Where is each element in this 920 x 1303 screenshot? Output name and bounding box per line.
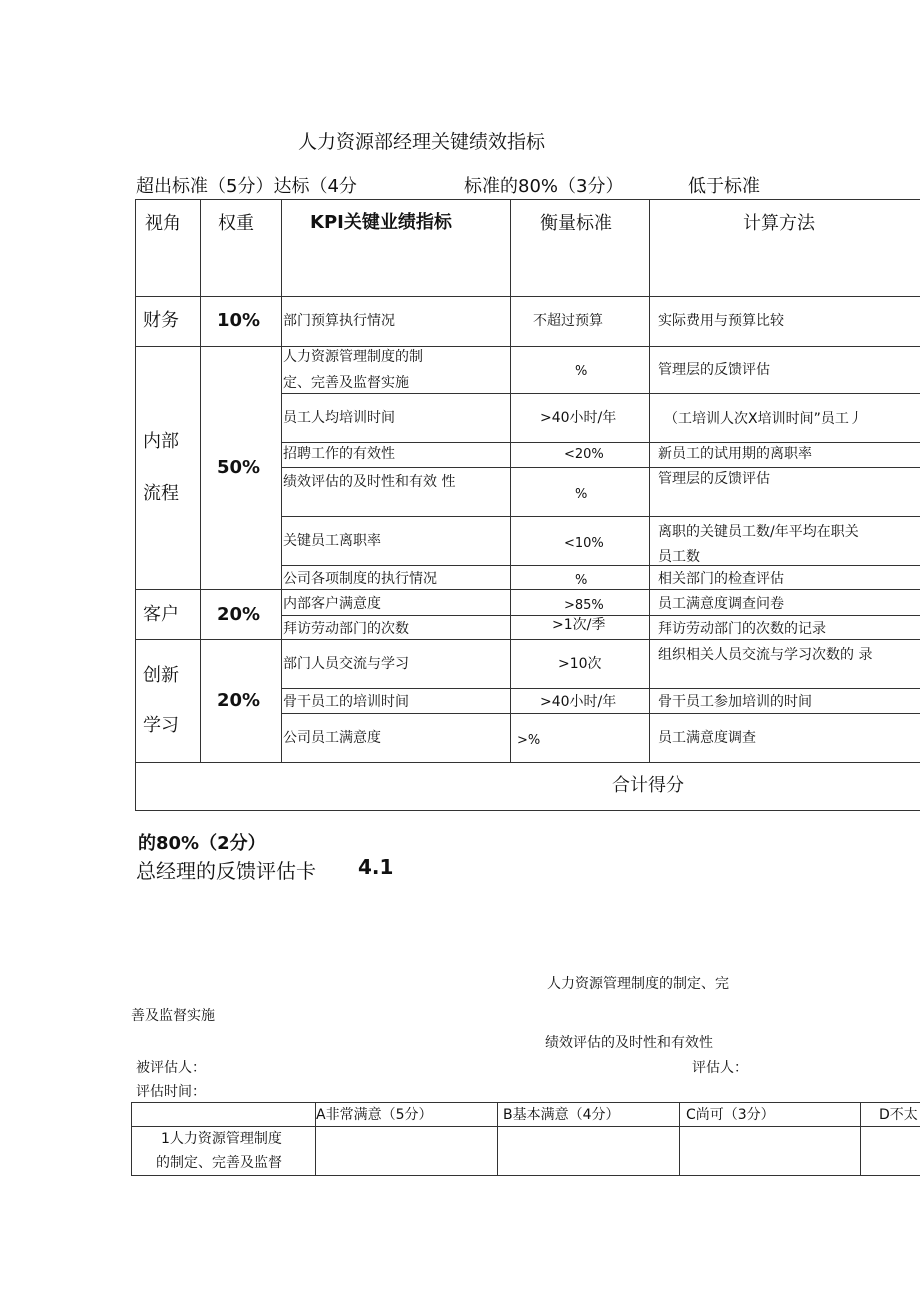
standard-80-2: 的80%（2分） xyxy=(138,833,266,854)
indicator-core-training: 骨干员工的培训时间 xyxy=(283,694,409,710)
card-number: 4.1 xyxy=(358,855,394,879)
standard-exceed: 超出标准（5分）达标（4分 xyxy=(136,176,357,197)
evaluator-label: 评估人： xyxy=(692,1060,748,1076)
header-weight: 权重 xyxy=(218,213,254,234)
weight-process: 50% xyxy=(217,457,261,478)
column-a: A非常满意（5分） xyxy=(316,1107,433,1123)
method-policy-exec: 相关部门的检查评估 xyxy=(658,571,784,587)
weight-customer: 20% xyxy=(217,604,261,625)
method-key-turnover-l2: 员工数 xyxy=(658,549,700,565)
card-item-b: 绩效评估的及时性和有效性 xyxy=(545,1035,713,1051)
column-b: B基本满意（4分） xyxy=(503,1107,620,1123)
page-title: 人力资源部经理关键绩效指标 xyxy=(298,131,546,153)
measure-budget: 不超过预算 xyxy=(533,313,603,329)
indicator-hr-system-l2: 定、完善及监督实施 xyxy=(283,375,409,391)
indicator-labor-visits: 拜访劳动部门的次数 xyxy=(283,621,409,637)
perspective-process-l1: 内部 xyxy=(143,431,179,452)
indicator-key-turnover: 关键员工离职率 xyxy=(283,533,381,549)
card-row-1-l2: 的制定、完善及监督 xyxy=(156,1155,282,1171)
standard-80: 标准的80%（3分） xyxy=(464,176,624,197)
evaluatee-label: 被评估人： xyxy=(136,1060,206,1076)
method-internal-satisfaction: 员工满意度调查问卷 xyxy=(658,596,784,612)
method-core-training: 骨干员工参加培训的时间 xyxy=(658,694,812,710)
measure-hr-system: % xyxy=(575,364,588,379)
method-training-hours: （工培训人次X培训时间”员工丿 xyxy=(664,411,863,427)
weight-finance: 10% xyxy=(217,310,261,331)
measure-recruitment: <20% xyxy=(564,447,604,462)
indicator-training-hours: 员工人均培训时间 xyxy=(283,410,395,426)
indicator-policy-exec: 公司各项制度的执行情况 xyxy=(283,571,437,587)
measure-internal-satisfaction: >85% xyxy=(564,598,604,613)
measure-performance-eval: % xyxy=(575,487,588,502)
method-recruitment: 新员工的试用期的离职率 xyxy=(658,446,812,462)
column-c: C尚可（3分） xyxy=(686,1107,775,1123)
measure-employee-satisfaction: >% xyxy=(517,733,541,748)
measure-labor-visits: >1次/季 xyxy=(552,617,606,633)
measure-staff-exchange: >10次 xyxy=(558,656,602,672)
method-hr-system: 管理层的反馈评估 xyxy=(658,362,770,378)
indicator-internal-satisfaction: 内部客户满意度 xyxy=(283,596,381,612)
indicator-staff-exchange: 部门人员交流与学习 xyxy=(283,656,409,672)
measure-policy-exec: % xyxy=(575,573,588,588)
perspective-innovation-l2: 学习 xyxy=(143,715,179,736)
measure-core-training: >40小时/年 xyxy=(540,694,617,710)
perspective-process-l2: 流程 xyxy=(143,483,179,504)
standard-below: 低于标准 xyxy=(688,176,760,197)
card-item-a: 人力资源管理制度的制定、完 xyxy=(547,976,729,992)
card-item-a-cont: 善及监督实施 xyxy=(131,1008,215,1024)
eval-time-label: 评估时间： xyxy=(136,1084,206,1100)
indicator-budget: 部门预算执行情况 xyxy=(283,313,395,329)
method-employee-satisfaction: 员工满意度调查 xyxy=(658,730,756,746)
perspective-innovation-l1: 创新 xyxy=(143,665,179,686)
indicator-recruitment: 招聘工作的有效性 xyxy=(283,446,395,462)
indicator-performance-eval: 绩效评估的及时性和有效 性 xyxy=(283,474,456,490)
card-row-1-l1: 1人力资源管理制度 xyxy=(161,1131,282,1147)
header-perspective: 视角 xyxy=(145,213,181,234)
weight-innovation: 20% xyxy=(217,690,261,711)
method-staff-exchange: 组织相关人员交流与学习次数的 录 xyxy=(658,647,873,663)
indicator-employee-satisfaction: 公司员工满意度 xyxy=(283,730,381,746)
measure-training-hours: >40小时/年 xyxy=(540,410,617,426)
perspective-customer: 客户 xyxy=(143,604,179,625)
measure-key-turnover: <10% xyxy=(564,536,604,551)
header-kpi: KPI关键业绩指标 xyxy=(310,212,452,233)
method-labor-visits: 拜访劳动部门的次数的记录 xyxy=(658,621,826,637)
indicator-hr-system-l1: 人力资源管理制度的制 xyxy=(283,349,423,365)
method-budget: 实际费用与预算比较 xyxy=(658,313,784,329)
total-score-label: 合计得分 xyxy=(612,775,684,796)
perspective-finance: 财务 xyxy=(143,310,179,331)
header-method: 计算方法 xyxy=(743,213,815,234)
method-key-turnover-l1: 离职的关键员工数/年平均在职关 xyxy=(658,524,859,540)
card-title: 总经理的反馈评估卡 xyxy=(136,859,316,883)
header-measure: 衡量标准 xyxy=(540,213,612,234)
method-performance-eval: 管理层的反馈评估 xyxy=(658,471,770,487)
column-d: D不太 xyxy=(879,1107,918,1123)
